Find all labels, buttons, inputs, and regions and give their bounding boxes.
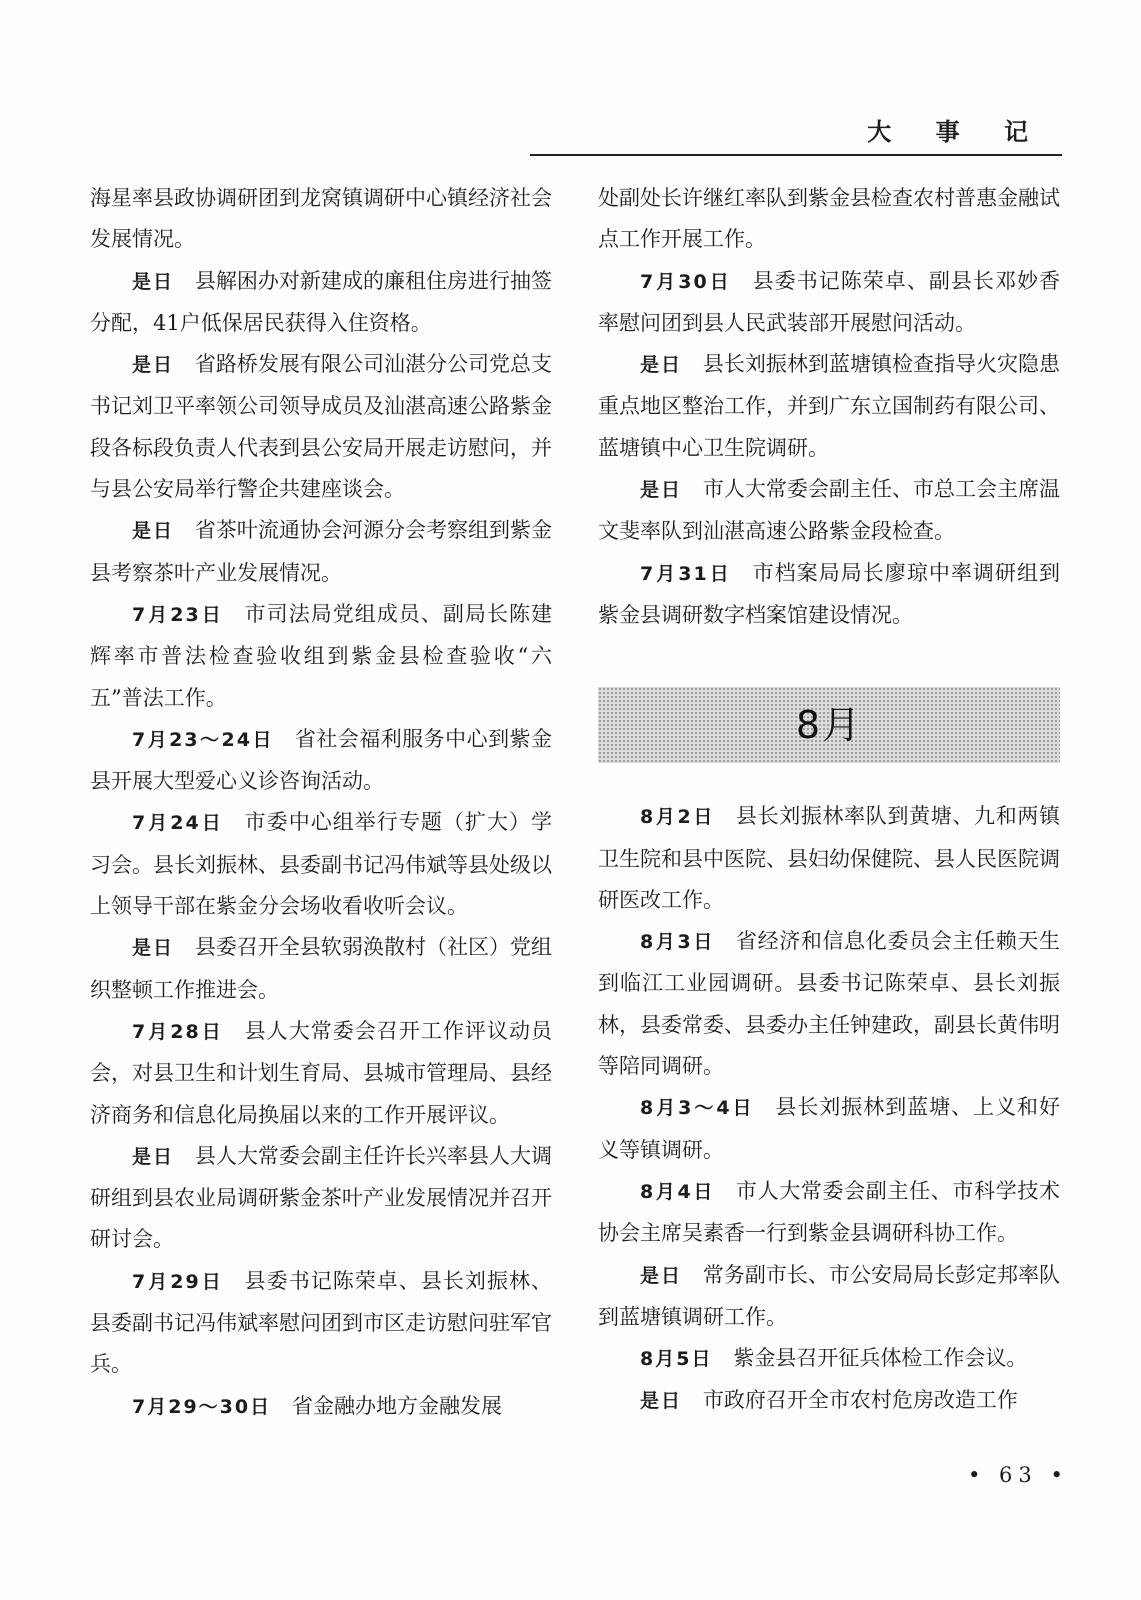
entry-date: 是日: [132, 1145, 175, 1168]
entry-date: 是日: [640, 1390, 683, 1413]
chronicle-entry: [90, 1386, 552, 1428]
entry-text: 县委书记陈荣卓、副县长邓妙香率慰问团到县人民武装部开展慰问活动。: [598, 268, 1060, 335]
entry-date: 7月30日: [640, 270, 732, 293]
chronicle-entry: [598, 796, 1060, 921]
chronicle-entry: [90, 594, 552, 719]
chronicle-entry: [90, 1136, 552, 1261]
entry-text: 县长刘振林到蓝塘、上义和好义等镇调研。: [598, 1095, 1060, 1162]
entry-text: 省金融办地方金融发展: [292, 1393, 502, 1418]
chronicle-entry: [90, 802, 552, 927]
entry-text: 县长刘振林率队到黄塘、九和两镇卫生院和县中医院、县妇幼保健院、县人民医院调研医改工作。: [598, 804, 1060, 912]
page-number: • 63 •: [968, 1463, 1069, 1487]
chronicle-entry: [90, 1261, 552, 1386]
entry-date: 7月23～24日: [132, 728, 274, 751]
running-header: [530, 104, 1062, 156]
entry-text: 县长刘振林到蓝塘镇检查指导火灾隐患重点地区整治工作，并到广东立国制药有限公司、蓝塘镇中心卫生院调研。: [598, 352, 1060, 460]
entry-date: 8月3～4日: [640, 1097, 755, 1120]
entry-text: 省茶叶流通协会河源分会考察组到紫金县考察茶叶产业发展情况。: [90, 518, 552, 585]
entry-text: 县委召开全县软弱涣散村（社区）党组织整顿工作推进会。: [90, 935, 552, 1002]
entry-date: 8月4日: [640, 1180, 716, 1203]
chronicle-entry: [598, 344, 1060, 469]
right-column-august-entries: [598, 796, 1060, 1422]
entry-date: 7月24日: [132, 812, 224, 835]
chronicle-entry: [598, 469, 1060, 553]
entry-text: 县人大常委会召开工作评议动员会，对县卫生和计划生育局、县城市管理局、县经济商务和信息化局换届以来的工作开展评议。: [90, 1018, 552, 1127]
chronicle-entry: [90, 1011, 552, 1136]
entry-text: 县委书记陈荣卓、县长刘振林、县委副书记冯伟斌率慰问团到市区走访慰问驻军官兵。: [90, 1268, 552, 1377]
entry-text: 县人大常委会副主任许长兴率县人大调研组到县农业局调研紫金茶叶产业发展情况并召开研讨会。: [90, 1143, 552, 1252]
chronicle-entry: [90, 344, 552, 510]
entry-date: 8月2日: [640, 806, 716, 829]
chronicle-entry: [598, 1380, 1060, 1422]
chronicle-entry: [598, 1087, 1060, 1171]
chronicle-entry: [598, 921, 1060, 1087]
entry-date: 是日: [132, 937, 175, 960]
chronicle-entry: [598, 1255, 1060, 1339]
entry-date: 是日: [132, 270, 175, 293]
entry-date: 8月3日: [640, 931, 716, 954]
entry-text: 市人大常委会副主任、市科学技术协会主席吴素香一行到紫金县调研科协工作。: [598, 1178, 1060, 1246]
chronicle-entry: [90, 719, 552, 803]
left-column: [90, 178, 552, 1428]
chronicle-entry: [598, 553, 1060, 637]
entry-text: 市委中心组举行专题（扩大）学习会。县长刘振林、县委副书记冯伟斌等县处级以上领导干部在紫金分会场收看收听会议。: [90, 810, 552, 919]
entry-text: 省社会福利服务中心到紫金县开展大型爱心义诊咨询活动。: [90, 726, 553, 794]
entry-date: 是日: [132, 354, 175, 377]
chronicle-entry: [90, 510, 552, 594]
chronicle-entry: [90, 927, 552, 1011]
entry-text: 县解困办对新建成的廉租住房进行抽签分配，41户低保居民获得入住资格。: [90, 268, 552, 335]
right-column: [598, 178, 1060, 1423]
chronicle-entry: [598, 1171, 1060, 1255]
entry-date: 是日: [640, 354, 683, 377]
chronicle-entry: [90, 261, 552, 345]
section-title: 大 事 记: [867, 118, 1046, 146]
right-column-july-entries: [598, 178, 1060, 636]
entry-date: 7月23日: [132, 603, 224, 626]
chronicle-entry: [598, 261, 1060, 345]
entry-date: 是日: [132, 520, 175, 543]
month-banner-label: 8月: [795, 702, 863, 747]
chronicle-entry: [598, 178, 1060, 261]
entry-date: 7月29日: [132, 1270, 224, 1293]
entry-text: 省经济和信息化委员会主任赖天生到临江工业园调研。县委书记陈荣卓、县长刘振林，县委常委、县委办主任钟建政，副县长黄伟明等陪同调研。: [598, 929, 1060, 1079]
entry-text: 处副处长许继红率队到紫金县检查农村普惠金融试点工作开展工作。: [598, 186, 1060, 252]
chronicle-entry: [90, 178, 552, 261]
entry-date: 7月31日: [640, 562, 732, 585]
entry-text: 紫金县召开征兵体检工作会议。: [733, 1346, 1028, 1371]
entry-date: 7月28日: [132, 1020, 224, 1043]
entry-text: 常务副市长、市公安局局长彭定邦率队到蓝塘镇调研工作。: [598, 1262, 1060, 1329]
entry-text: 市人大常委会副主任、市总工会主席温文斐率队到汕湛高速公路紫金段检查。: [598, 477, 1060, 544]
entry-text: 市档案局局长廖琼中率调研组到紫金县调研数字档案馆建设情况。: [598, 560, 1060, 627]
entry-text: 市司法局党组成员、副局长陈建辉率市普法检查验收组到紫金县检查验收“六五”普法工作。: [90, 601, 552, 710]
entry-text: 省路桥发展有限公司汕湛分公司党总支书记刘卫平率领公司领导成员及汕湛高速公路紫金段各标段负责人代表到县公安局开展走访慰问，并与县公安局举行警企共建座谈会。: [90, 352, 552, 502]
chronicle-entry: [598, 1338, 1060, 1380]
entry-date: 7月29～30日: [132, 1395, 272, 1418]
month-banner: [598, 687, 1060, 763]
entry-text: 市政府召开全市农村危房改造工作: [702, 1388, 1018, 1413]
entry-date: 8月5日: [640, 1348, 713, 1371]
entry-date: 是日: [640, 1264, 683, 1287]
entry-text: 海星率县政协调研团到龙窝镇调研中心镇经济社会发展情况。: [90, 186, 552, 252]
entry-date: 是日: [640, 479, 683, 502]
